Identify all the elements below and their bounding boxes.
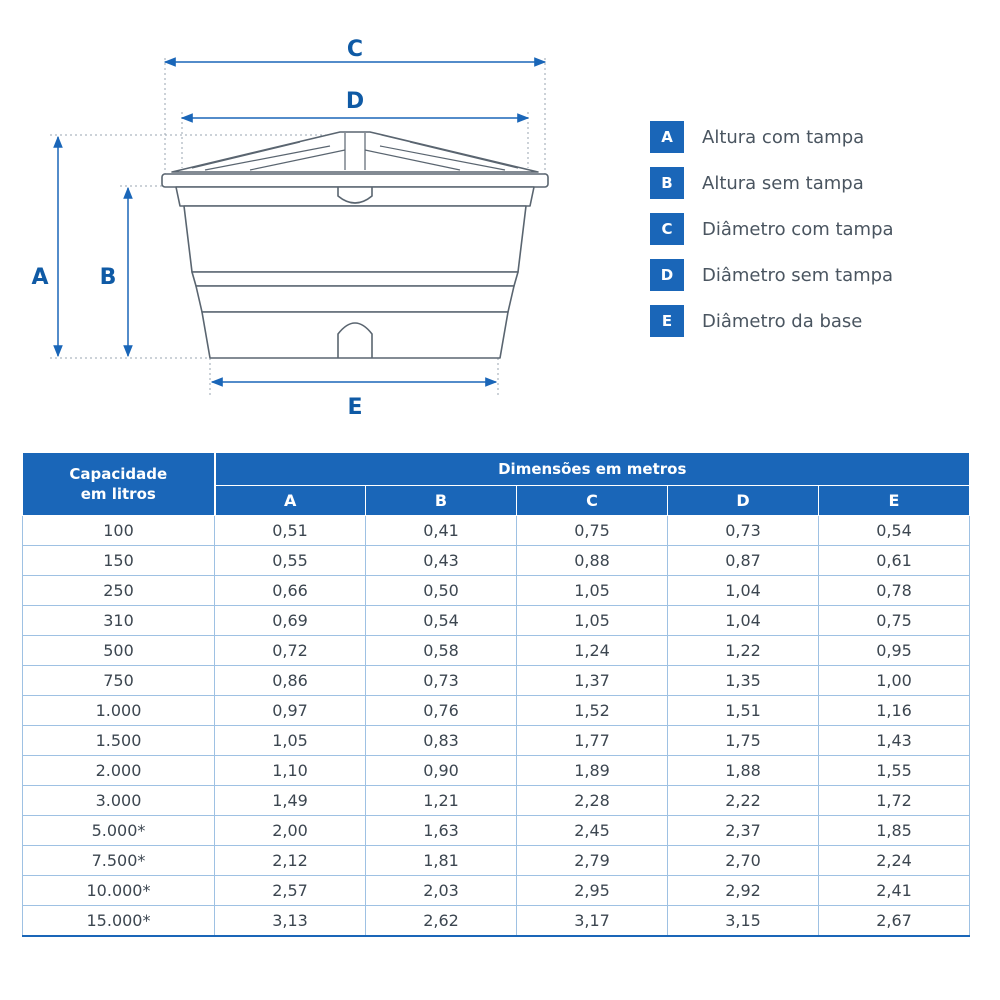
dimension-cell: 2,62 [366,906,517,937]
dimension-cell: 2,79 [517,846,668,876]
dimension-cell: 1,10 [215,756,366,786]
dimension-cell: 0,58 [366,636,517,666]
table-row [23,786,970,816]
dimension-cell: 1,04 [668,576,819,606]
capacity-cell: 500 [23,636,215,666]
dimension-cell: 0,66 [215,576,366,606]
legend-item-e [650,298,980,344]
capacity-cell: 150 [23,546,215,576]
dimension-cell: 2,92 [668,876,819,906]
legend-item-b [650,160,980,206]
dimension-cell: 1,21 [366,786,517,816]
dimensions-table-container [22,452,970,937]
legend-key-a: A [650,121,684,153]
tank-lower-band [192,272,518,286]
table-row [23,576,970,606]
capacity-cell: 10.000* [23,876,215,906]
dimension-cell: 1,75 [668,726,819,756]
dimension-c-label: C [346,37,364,62]
table-row [23,666,970,696]
dimension-cell: 2,70 [668,846,819,876]
capacity-cell: 1.000 [23,696,215,726]
dimension-cell: 1,22 [668,636,819,666]
legend-key-e: E [650,305,684,337]
tank-diagram [0,0,640,440]
dimension-cell: 1,05 [517,576,668,606]
capacity-cell: 1.500 [23,726,215,756]
capacity-header [23,453,215,516]
dimension-cell: 0,55 [215,546,366,576]
capacity-cell: 750 [23,666,215,696]
capacity-cell: 310 [23,606,215,636]
legend-item-c [650,206,980,252]
dimension-cell: 2,57 [215,876,366,906]
dimension-cell: 1,05 [215,726,366,756]
column-header-e: E [819,486,970,516]
dimensions-group-header: Dimensões em metros [215,453,970,486]
dimension-cell: 0,61 [819,546,970,576]
capacity-cell: 5.000* [23,816,215,846]
dimension-cell: 0,75 [517,516,668,546]
dimension-cell: 2,03 [366,876,517,906]
table-row [23,606,970,636]
dimensions-table-body [23,516,970,937]
table-row [23,726,970,756]
dimension-cell: 2,12 [215,846,366,876]
water-tank [162,132,548,358]
dimension-cell: 0,73 [366,666,517,696]
table-row [23,906,970,937]
dimension-cell: 1,05 [517,606,668,636]
capacity-cell: 250 [23,576,215,606]
dimension-cell: 2,28 [517,786,668,816]
table-row [23,696,970,726]
capacity-cell: 7.500* [23,846,215,876]
dimension-cell: 0,95 [819,636,970,666]
dimension-legend [650,114,980,344]
table-row [23,546,970,576]
dimension-cell: 0,54 [819,516,970,546]
dimension-cell: 1,55 [819,756,970,786]
dimension-cell: 1,35 [668,666,819,696]
capacity-cell: 3.000 [23,786,215,816]
dimension-cell: 0,88 [517,546,668,576]
legend-text-d: Diâmetro sem tampa [702,264,894,286]
dimension-cell: 0,69 [215,606,366,636]
table-row [23,756,970,786]
legend-text-b: Altura sem tampa [702,172,864,194]
dimension-cell: 0,83 [366,726,517,756]
tank-body [184,206,526,272]
dimension-cell: 2,67 [819,906,970,937]
table-row [23,516,970,546]
dimension-cell: 0,50 [366,576,517,606]
dimension-cell: 1,52 [517,696,668,726]
dimension-cell: 1,72 [819,786,970,816]
dimension-cell: 0,43 [366,546,517,576]
tank-lower-body [196,286,514,312]
table-row [23,816,970,846]
dimension-cell: 3,13 [215,906,366,937]
table-row [23,876,970,906]
dimension-cell: 1,85 [819,816,970,846]
legend-item-d [650,252,980,298]
dimension-cell: 1,77 [517,726,668,756]
dimension-cell: 1,51 [668,696,819,726]
dimension-cell: 1,16 [819,696,970,726]
legend-key-b: B [650,167,684,199]
dimension-cell: 1,49 [215,786,366,816]
dimension-cell: 0,75 [819,606,970,636]
capacity-cell: 2.000 [23,756,215,786]
dimension-cell: 3,17 [517,906,668,937]
dimension-cell: 0,41 [366,516,517,546]
column-header-d: D [668,486,819,516]
dimension-cell: 1,43 [819,726,970,756]
column-header-a: A [215,486,366,516]
dimension-cell: 2,24 [819,846,970,876]
dimension-cell: 0,90 [366,756,517,786]
dimension-b-label: B [99,265,117,290]
dimension-cell: 2,41 [819,876,970,906]
dimension-cell: 0,73 [668,516,819,546]
legend-item-a [650,114,980,160]
dimension-cell: 1,37 [517,666,668,696]
table-row [23,846,970,876]
dimension-cell: 3,15 [668,906,819,937]
legend-text-c: Diâmetro com tampa [702,218,894,240]
tank-rim [162,174,548,187]
tank-base [202,312,508,358]
dimension-cell: 1,81 [366,846,517,876]
dimension-cell: 0,54 [366,606,517,636]
dimension-cell: 0,51 [215,516,366,546]
column-header-b: B [366,486,517,516]
dimension-cell: 0,72 [215,636,366,666]
dimension-cell: 1,04 [668,606,819,636]
capacity-header-line1: Capacidade [69,465,168,483]
dimension-cell: 2,37 [668,816,819,846]
dimension-cell: 0,97 [215,696,366,726]
legend-key-d: D [650,259,684,291]
dimension-cell: 1,88 [668,756,819,786]
dimension-cell: 1,00 [819,666,970,696]
dimensions-table [22,452,970,937]
dimension-e-label: E [347,395,363,420]
dimension-cell: 0,86 [215,666,366,696]
capacity-cell: 15.000* [23,906,215,937]
capacity-header-line2: em litros [80,485,156,503]
dimension-cell: 0,87 [668,546,819,576]
dimension-cell: 2,22 [668,786,819,816]
legend-key-c: C [650,213,684,245]
legend-text-e: Diâmetro da base [702,310,863,332]
dimension-d-label: D [345,89,365,114]
dimension-cell: 0,76 [366,696,517,726]
dimension-cell: 2,45 [517,816,668,846]
dimension-cell: 0,78 [819,576,970,606]
capacity-cell: 100 [23,516,215,546]
dimension-cell: 1,63 [366,816,517,846]
dimension-cell: 2,00 [215,816,366,846]
dimension-cell: 1,24 [517,636,668,666]
legend-text-a: Altura com tampa [702,126,865,148]
dimension-cell: 2,95 [517,876,668,906]
dimension-a-label: A [31,265,49,290]
dimension-cell: 1,89 [517,756,668,786]
column-header-c: C [517,486,668,516]
table-row [23,636,970,666]
